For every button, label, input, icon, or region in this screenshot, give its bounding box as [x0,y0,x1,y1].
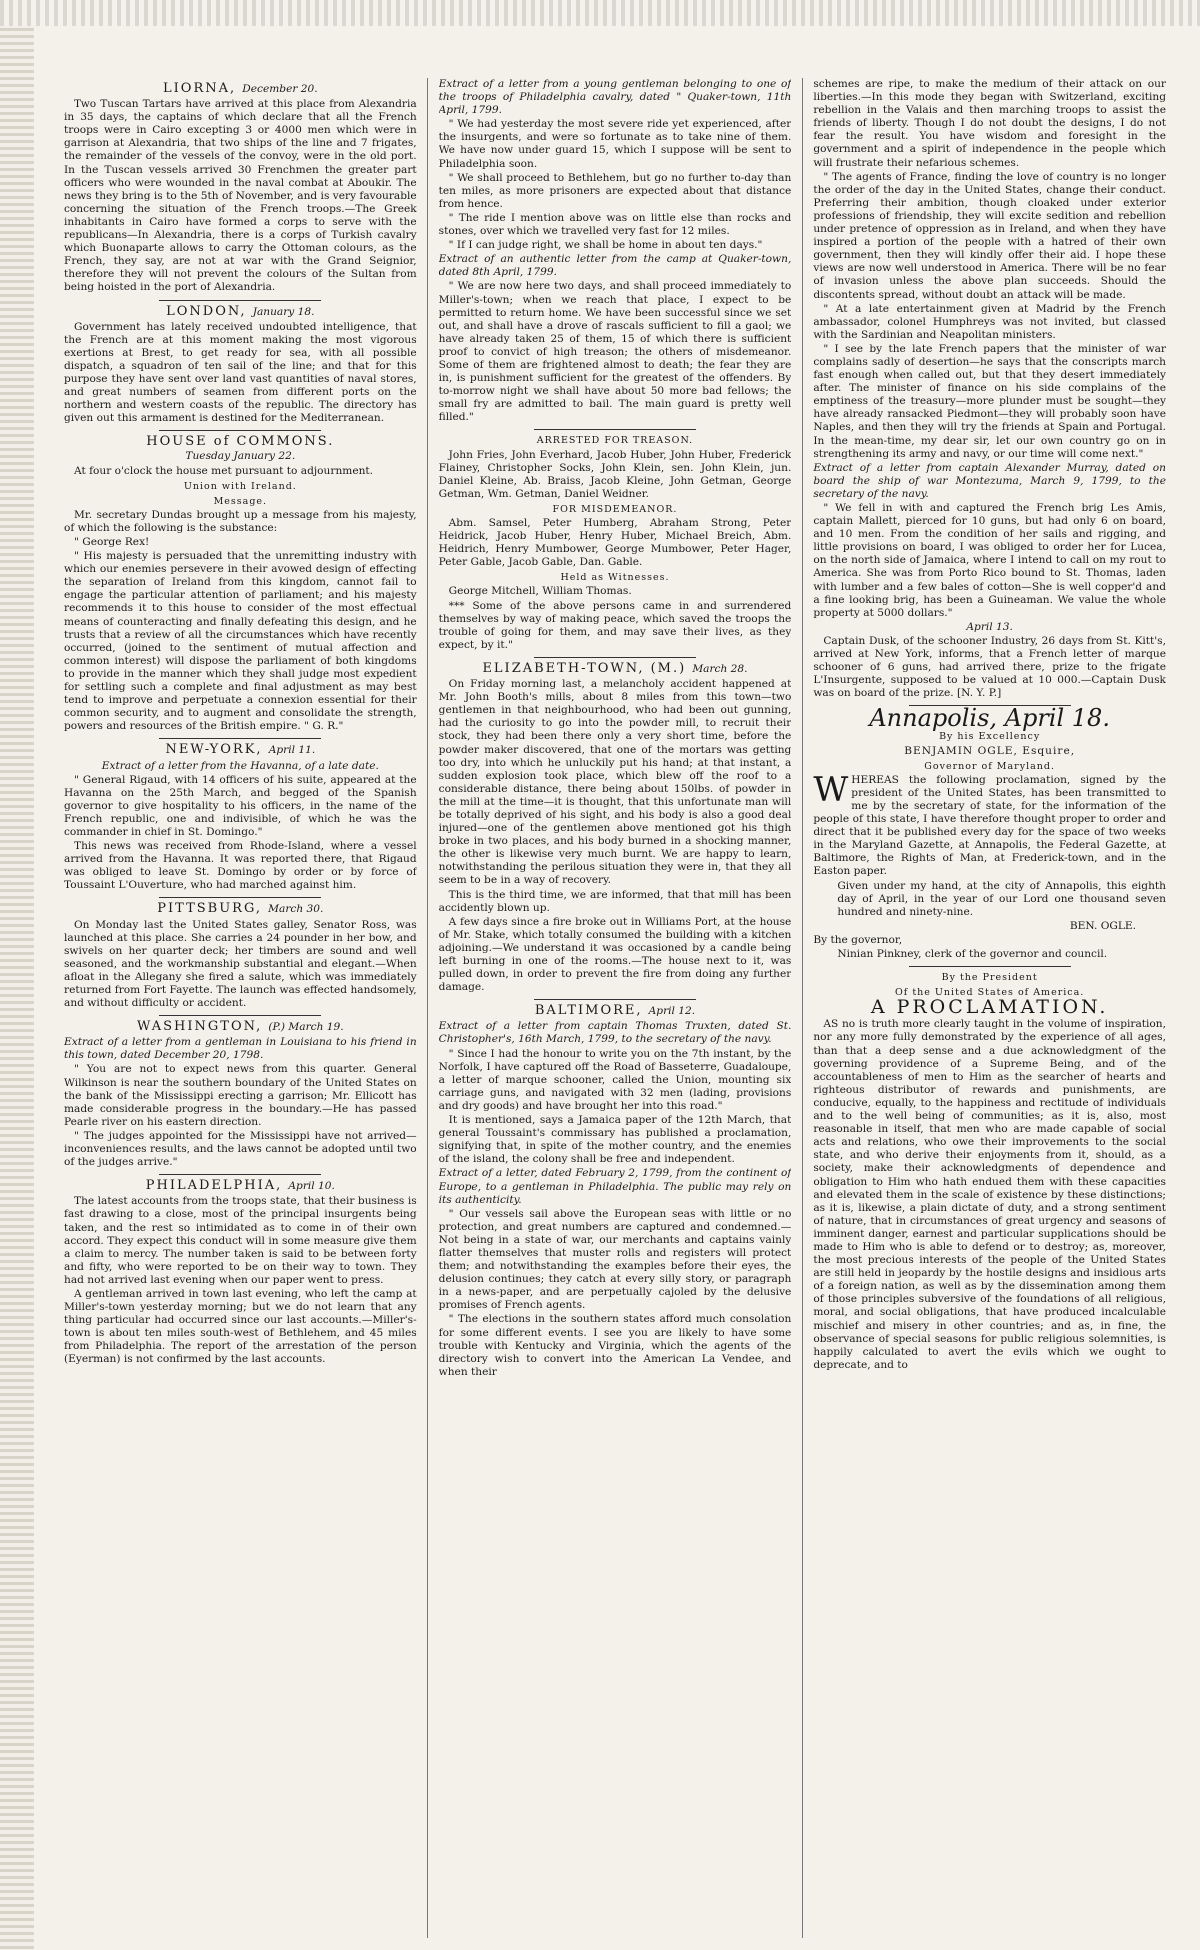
heading-treason: ARRESTED FOR TREASON. [536,435,694,447]
commons-date: Tuesday January 22. [185,450,296,463]
dateline-washington: WASHINGTON, (P.) March 19. [137,1019,344,1035]
column-2 [439,78,792,1938]
washington-text-2: " The judges appointed for the Mississippi have not arrived—inconveniences results, and the laws cannot be adopted until two of the judges arrive." [64,1129,417,1169]
washington-extract: Extract of a letter from a gentleman in Louisiana to his friend in this town, dated December 20, 1798. [64,1036,417,1062]
drop-cap: W [813,769,849,810]
divider [534,999,696,1000]
april13-date: April 13. [966,620,1013,633]
heading-commons: HOUSE of COMMONS. [146,434,335,450]
newyork-text-2: This news was received from Rhode-Island, where a vessel arrived from the Havanna. It was reported there, that Rigaud was obliged to leave St. Domingo by order or by force of Toussaint L'Ouverture, who had marched against him. [64,840,417,892]
february-extract: Extract of a letter, dated February 2, 1799, from the continent of Europe, to a gentleman in Philadelphia. The public may rely on its authenticity. [438,1167,792,1206]
dateline-baltimore: BALTIMORE, April 12. [534,1003,696,1019]
newyork-extract: Extract of a letter from the Havanna, of a late date. [101,759,379,772]
message-intro: Mr. secretary Dundas brought up a message from his majesty, of which the following is the substance: [64,508,417,534]
president-of: Of the United States of America. [895,987,1085,999]
dateline-elizabethtown: ELIZABETH-TOWN, (M.) March 28. [482,660,748,676]
witnesses-note: *** Some of the above persons came in and surrendered themselves by way of making peace, which saved the troops the trouble of going for them, and may save their lives, as they expect, by it." [438,599,792,651]
dateline-pittsburg: PITTSBURG, March 30. [157,901,324,917]
heading-misdemeanor: FOR MISDEMEANOR. [552,503,678,515]
quakertown-extract: Extract of a letter from a young gentleman belonging to one of the troops of Philadelphia cavalry, dated " Quaker-town, 11th April, 1799. [438,78,792,117]
quakertown-text-2: " We shall proceed to Bethlehem, but go no further to-day than ten miles, as more prisoners are expected about that distance from hence. [438,171,792,210]
column-3 [813,78,1166,1938]
article-liorna: Two Tuscan Tartars have arrived at this place from Alexandria in 35 days, the captains of which declare that all the French troops were in Cairo excepting 3 or 4000 men which were in garrison at Alexandria, that two ships of the line and 7 frigates, the remainder of the vessels of the convoy, were in the old port. In the Tuscan vessels arrived 30 Frenchmen the greater part officers who were wounded in the naval combat at Aboukir. The news they bring is to the 5th of November, and is very favourable concerning the situation of the French troops.—The Greek inhabitants in Cairo have formed a corps to serve with the republicans—In Alexandria, there is a corps of Turkish cavalry which Buonaparte allows to carry the Ottoman colours, as the French, they say, are not at war with the Grand Seignior, therefore they will not prevent the colours of the Sultan from being hoisted in the port of Alexandria. [64,98,417,294]
divider [159,300,321,301]
annapolis-title: Annapolis, April 18. [869,704,1110,733]
continued-text-2: " The agents of France, finding the love of country is no longer the order of the day in the United States, change their conduct. Preferring their ambition, though cloaked under exterior professions of friendship, they will excite sedition and rebellion under pretence of oppression as in Ireland, and when they have inspired a portion of the people with a hatred of their own government, then they will kindly offer their aid. I hope these views are now well understood in America. There will be no fear of invasion unless the above plan succeeds. Should the discontents spread, without doubt an attack will be made. [813,170,1166,301]
divider [159,1174,321,1175]
column-rule [427,78,428,1938]
elizabethtown-text-3: A few days since a fire broke out in Williams Port, at the house of Mr. Stake, which totally consumed the building with a kitchen adjoining.—We understand it was occasioned by a candle being left burning in one of the rooms.—The house next to it, was pulled down, in order to prevent the fire from doing any further damage. [438,915,792,994]
elizabethtown-text-1: On Friday morning last, a melancholy accident happened at Mr. John Booth's mills, about 8 miles from this town—two gentlemen in that neighbourhood, who had been out gunning, had the curiosity to go into the powder mill, to recruit their stock, they had been there only a very short time, before the powder maker discovered, that one of the mortars was getting too dry, into which he unluckily put his hand; at that instant, a sudden explosion took place, which blew off the roof to a considerable distance, there being about 150lbs. of powder in the mill at the time—it is thought, that this unfortunate man will be totally deprived of his sight, and his body is also a good deal injured—one of the gentlemen above mentioned got his thigh broke in two places, and his body burned in a shocking manner, the other is likewise very much burnt. We are happy to learn, notwithstanding the perilous situation they were in, that they all seem to be in a way of recovery. [438,678,792,887]
dateline-newyork: NEW-YORK, April 11. [165,742,316,758]
quakertown-text-4: " If I can judge right, we shall be home in about ten days." [448,239,763,252]
camp-extract: Extract of an authentic letter from the camp at Quaker-town, dated 8th April, 1799. [438,253,792,279]
misdemeanor-names: Abm. Samsel, Peter Humberg, Abraham Strong, Peter Heidrick, Jacob Huber, Henry Huber, Michael Breich, Abm. Heidrich, Henry Mumbower, George Mumbower, Peter Hager, Peter Gable, Jacob Gable, Dan. Gable. [438,517,792,569]
ogle-clerk: Ninian Pinkney, clerk of the governor and council. [837,948,1108,960]
washington-text-1: " You are not to expect news from this quarter. General Wilkinson is near the southern boundary of the United States on the bank of the Mississippi erecting a garrison; Mr. Ellicott has made considerable progress in the boundary.—He has passed Pearle river on his eastern direction. [64,1063,417,1128]
continued-text-3: " At a late entertainment given at Madrid by the French ambassador, colonel Humphreys was not invited, but classed with the Sardinian and Neapolitan ministers. [813,302,1166,341]
divider [534,657,696,658]
dateline-london: LONDON, January 18. [166,303,315,319]
newyork-text-1: " General Rigaud, with 14 officers of his suite, appeared at the Havanna on the 25th March, and begged of the Spanish governor to give hospitality to his officers, in the name of the French republic, one and indivisible, of which he was the commander in chief in St. Domingo." [64,773,417,838]
proclamation-title: A PROCLAMATION. [870,996,1109,1019]
proclamation-text: AS no is truth more clearly taught in the volume of inspiration, nor any more fully demonstrated by the experience of all ages, than that a deep sense and a due acknowledgment of the governing providence of a Supreme Being, and of the accountableness of men to Him as the searcher of hearts and righteous distributor of rewards and punishments, are conducive, equally, to the happiness and rectitude of individuals and to the well being of communities; as it is, also, most reasonable in itself, that men who are made capable of social acts and relations, who owe their improvements to the social state, and who derive their enjoyments from it, should, as a society, make their acknowledgments of dependence and obligation to Him who hath endued them with these capacities and elevated them in the scale of existence by these distinctions; as it is, likewise, a plain dictate of duty, and a strong sentiment of nature, that in circumstances of great urgency and seasons of imminent danger, earnest and particular supplications should be made to Him who is able to defend or to destroy; as, moreover, the most precious interests of the people of the United States are still held in jeopardy by the hostile designs and insidious arts of a foreign nation, as well as by the dissemination among them of those principles subversive of the foundations of all religious, moral, and social obligations, that have produced incalculable mischief and misery in other countries; and as, in fine, the observance of special seasons for public religious solemnities, is happily calculated to avert the evils which we ought to deprecate, and to [813,1018,1166,1371]
murray-extract: Extract of a letter from captain Alexander Murray, dated on board the ship of war Montezuma, March 9, 1799, to the secretary of the navy. [813,461,1166,500]
divider [159,1015,321,1016]
divider [159,430,321,431]
murray-text: " We fell in with and captured the French brig Les Amis, captain Mallett, pierced for 10 guns, but had only 6 on board, and 10 men. From the condition of her sails and rigging, and little provisions on board, I was obliged to order her for Lucea, on the north side of Jamaica, where I intend to call on my rout to America. She was from Porto Rico bound to St. Thomas, laden with lumber and a few bales of cotton—She is well copper'd and a fine looking brig, has been a Guineaman. We value the whole property at 5000 dollars." [813,502,1166,619]
divider [159,897,321,898]
continued-text-4: " I see by the late French papers that the minister of war complains sadly of desertion—he says that the conscripts march fast enough when called out, but that they desert immediately after. The minister of finance on his side complains of the emptiness of the treasury—more plunder must be sought—they have already ransacked Piedmont—they will probably soon have Naples, and then they will try the friends at Spain and Portugal. In the mean-time, my dear sir, let our own country go on in strengthening its army and navy, or our time will come next." [813,342,1166,460]
heading-union: Union with Ireland. [183,480,297,492]
baltimore-text-1: " Since I had the honour to write you on the 7th instant, by the Norfolk, I have captured off the Road of Basseterre, Guadaloupe, a letter of marque schooner, called the Union, mounting six carriage guns, and navigated with 32 men (lading, provisions and dry goods) and have brought her into this road." [438,1047,792,1112]
article-london: Government has lately received undoubted intelligence, that the French are at this moment making the most vigorous exertions at Brest, to get ready for sea, with all possible dispatch, a squadron of ten sail of the line; and that for this purpose they have sent over land vast quantities of naval stores, and great numbers of seamen from different ports on the northern and western coasts of the republic. The directory has given out this armament is destined for the Mediterranean. [64,320,417,425]
columns [64,78,1166,1938]
february-text-2: " The elections in the southern states afford much consolation for some different events. I see you are likely to have some trouble with Kentucky and Virginia, which the agents of the directory wish to convert into the American La Vendee, and when their [438,1313,792,1378]
february-text-1: " Our vessels sail above the European seas with little or no protection, and great numbers are captured and condemned.—Not being in a state of war, our merchants and captains vainly flatter themselves that muster rolls and registers will protect them; and notwithstanding the examples before their eyes, the delusion continues; they catch at every silly story, or paragraph in a news-paper, and are perpetually cajoled by the delusive promises of French agents. [438,1207,792,1312]
heading-witnesses: Held as Witnesses. [560,572,670,584]
ogle-name: BENJAMIN OGLE, Esquire, [904,744,1076,757]
divider [159,738,321,739]
witnesses-names: George Mitchell, William Thomas. [448,585,632,598]
divider [534,429,696,430]
quakertown-text-3: " The ride I mention above was on little else than rocks and stones, over which we travelled very fast for 12 miles. [438,211,792,238]
philadelphia-text-2: A gentleman arrived in town last evening, who left the camp at Miller's-town yesterday morning; but we do not learn that any thing particular had occurred since our last accounts.—Miller's-town is about ten miles south-west of Bethlehem, and 45 miles from Philadelphia. The report of the arrestation of the person (Eyerman) is not confirmed by the last accounts. [64,1287,417,1366]
message-body: " His majesty is persuaded that the unremitting industry with which our enemies persevere in their avowed design of effecting the separation of Ireland from this kingdom, cannot fail to engage the particular attention of parliament; and his majesty recommends it to this house to consider of the most effectual means of counteracting and finally defeating this design, and he trusts that a review of all the circumstances which have recently occurred, (joined to the sentiment of mutual affection and common interest) will dispose the parliament of both kingdoms to provide in the manner which they shall judge most expedient for settling such a complete and final adjustment as may best tend to improve and perpetuate a connexion essential for their common security, and to augment and consolidate the strength, powers and resources of the British empire. " G. R." [64,550,417,733]
dateline-philadelphia: PHILADELPHIA, April 10. [145,1178,335,1194]
article-pittsburg: On Monday last the United States galley, Senator Ross, was launched at this place. She carries a 24 pounder in her bow, and swivels on her quarter deck; her timbers are sound and well seasoned, and the workmanship substantial and elegant.—When afloat in the Allegany she fired a salute, which was immediately returned from Fort Fayette. The launch was effected handsomely, and without difficulty or accident. [64,918,417,1010]
treason-names: John Fries, John Everhard, Jacob Huber, John Huber, Frederick Flainey, Christopher Socks, John Klein, sen. John Klein, jun. Daniel Kleine, Ab. Braiss, Jacob Kleine, John Getman, George Getman, Wm. Getman, Daniel Weidner. [438,448,792,500]
ogle-proclamation: WHEREAS the following proclamation, signed by the president of the United States, has been transmitted to me by the secretary of state, for the information of the people of this state, I have therefore thought proper to order and direct that it be published every day for the space of two weeks in the Maryland Gazette, at Annapolis, the Federal Gazette, at Baltimore, the Rights of Man, at Frederick-town, and in the Easton paper. [813,769,1166,878]
april13-text: Captain Dusk, of the schooner Industry, 26 days from St. Kitt's, arrived at New York, informs, that a French letter of marque schooner of 6 guns, had arrived there, prize to the frigate L'Insurgente, supposed to be valued at 10 000.—Captain Dusk was on board of the prize. [N. Y. P.] [813,634,1166,700]
column-1 [64,78,417,1938]
ogle-title: Governor of Maryland. [924,760,1056,772]
continued-text-1: schemes are ripe, to make the medium of their attack on our liberties.—In this mode they began with Switzerland, exciting rebellion in the Valais and then marching troops to assist the friends of liberty. Though I do not doubt the designs, I do not fear the result. You have wisdom and foresight in the government and a spirit of independence in the people which will frustrate their nefarious schemes. [813,78,1166,169]
baltimore-text-2: It is mentioned, says a Jamaica paper of the 12th March, that general Toussaint's commissary has published a proclamation, signifying that, in spite of the mother country, and the enemies of the island, the colony shall be free and independent. [438,1114,792,1166]
ogle-signature: BEN. OGLE. [1069,919,1136,932]
elizabethtown-text-2: This is the third time, we are informed, that that mill has been accidently blown up. [438,888,792,914]
quakertown-text-1: " We had yesterday the most severe ride yet experienced, after the insurgents, and were so fortunate as to take nine of them. We have now under guard 15, which I suppose will be sent to Philadelphia soon. [438,118,792,170]
divider [909,966,1071,967]
column-rule [802,78,803,1938]
ogle-by-governor: By the governor, [813,933,903,946]
philadelphia-text-1: The latest accounts from the troops state, that their business is fast drawing to a close, most of the principal insurgents being taken, and the rest so intimidated as to come in of their own accord. They expect this conduct will in some measure give them a claim to mercy. The number taken is said to be between forty and fifty, who were reported to be on their way to town. They had not arrived last evening when our paper went to press. [64,1195,417,1286]
president-by: By the President [941,972,1038,984]
dateline-liorna: LIORNA, December 20. [163,81,318,96]
ogle-given: Given under my hand, at the city of Annapolis, this eighth day of April, in the year of our Lord one thousand seven hundred and ninety-nine. [837,879,1166,918]
baltimore-extract: Extract of a letter from captain Thomas Truxten, dated St. Christopher's, 16th March, 1799, to the secretary of the navy. [438,1020,792,1046]
heading-message: Message. [213,495,268,507]
commons-text: At four o'clock the house met pursuant to adjournment. [74,464,374,477]
message-salutation: " George Rex! [74,536,150,548]
camp-text: " We are now here two days, and shall proceed immediately to Miller's-town; when we reach that place, I expect to be permitted to return home. We have been successful since we set out, and shall have a drove of rascals sufficient to fill a gaol; we have already taken 25 of them, 15 of which there is sufficient proof to convict of high treason; the others of misdemeanor. Some of them are frightened almost to death; the fear they are in, is punishment sufficient for the greatest of the offenders. By to-morrow night we shall have about 50 more bad fellows; the small fry are admitted to bail. The main guard is pretty well filled." [438,280,792,424]
ogle-by: By his Excellency [939,730,1041,742]
